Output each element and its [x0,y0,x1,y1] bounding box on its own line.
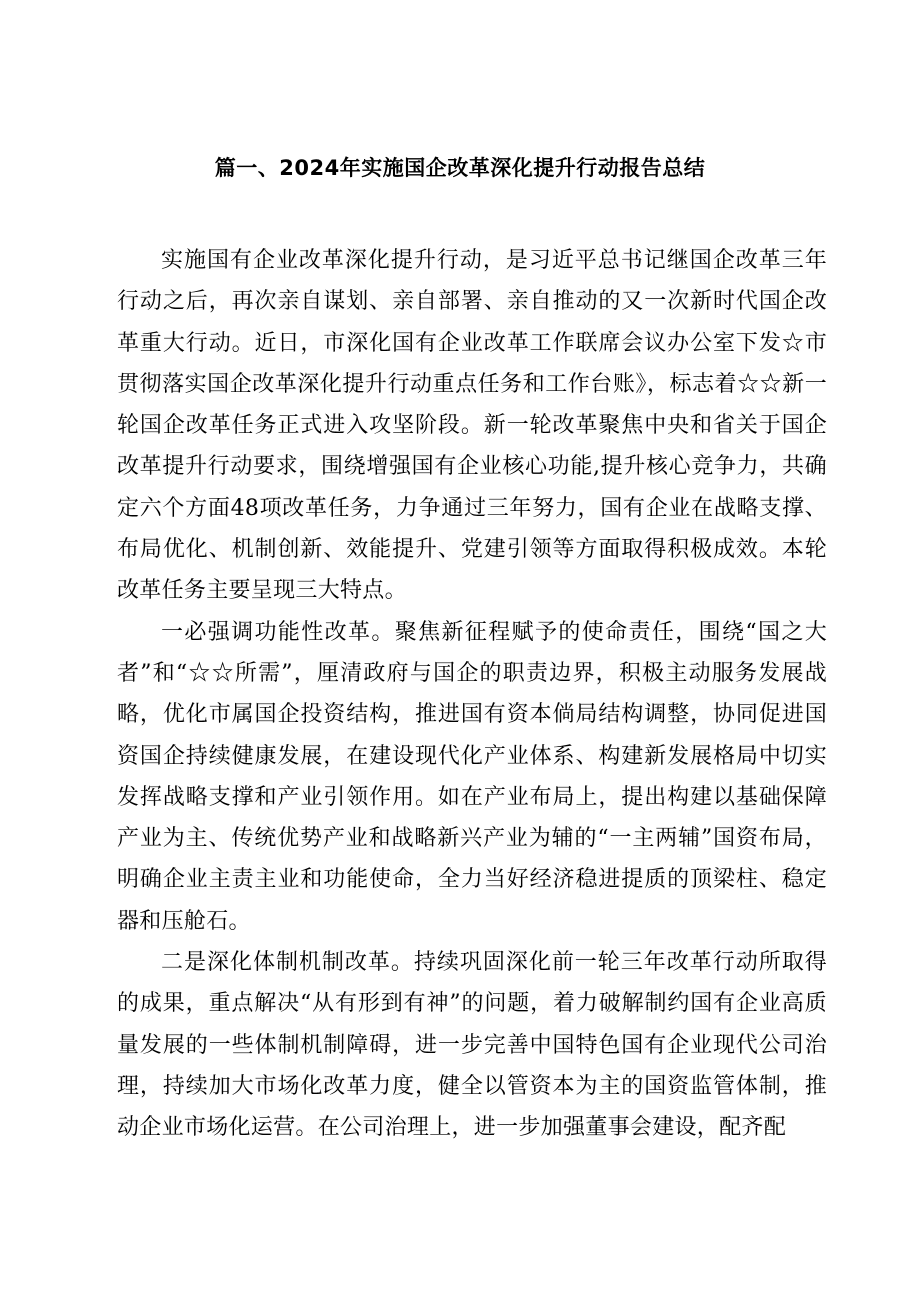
paragraph-intro: 实施国有企业改革深化提升行动，是习近平总书记继国企改革三年行动之后，再次亲自谋划、亲自部署、亲自推动的又一次新时代国企改革重大行动。近日，市深化国有企业改革工作联席会议办公室下发☆市贯彻落实国企改革深化提升行动重点任务和工作台账》，标志着☆☆新一轮国企改革任务正式进入攻坚阶段。新一轮改革聚焦中央和省关于国企改革提升行动要求，围绕增强国有企业核心功能,提升核心竞争力，共确定六个方面48项改革任务，力争通过三年努力，国有企业在战略支撑、布局优化、机制创新、效能提升、党建引领等方面取得积极成效。本轮改革任务主要呈现三大特点。 [117,248,827,604]
document-body [117,240,827,1149]
paragraph-institutional-reform: 二是深化体制机制改革。持续巩固深化前一轮三年改革行动所取得的成果，重点解决“从有形到有神”的问题，着力破解制约国有企业高质量发展的一些体制机制障碍，进一步完善中国特色国有企业现代公司治理，持续加大市场化改革力度，健全以管资本为主的国资监管体制，推动企业市场化运营。在公司治理上，进一步加强董事会建设，配齐配 [117,950,827,1141]
document-title: 篇一、2024年实施国企改革深化提升行动报告总结 [214,156,706,180]
paragraph-functional-reform: 一必强调功能性改革。聚焦新征程赋予的使命责任，围绕“国之大者”和“☆☆所需”，厘清政府与国企的职责边界，积极主动服务发展战略，优化市属国企投资结构，推进国有资本倘局结构调整，协同促进国资国企持续健康发展，在建设现代化产业体系、构建新发展格局中切实发挥战略支撑和产业引领作用。如在产业布局上，提出构建以基础保障产业为主、传统优势产业和战略新兴产业为辅的“一主两辅”国资布局，明确企业主责主业和功能使命，全力当好经济稳进提质的顶梁柱、稳定器和压舱石。 [117,619,827,934]
